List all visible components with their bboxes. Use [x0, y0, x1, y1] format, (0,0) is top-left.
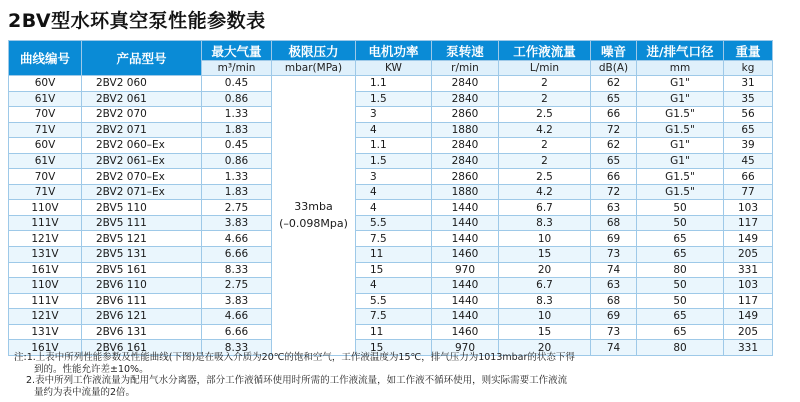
- cell-speed: 1440: [432, 200, 499, 216]
- cell-airflow: 4.66: [202, 231, 272, 247]
- cell-curve: 110V: [9, 200, 82, 216]
- table-row: [9, 278, 773, 294]
- cell-speed: 1440: [432, 231, 499, 247]
- cell-noise: 69: [591, 309, 637, 325]
- cell-noise: 68: [591, 293, 637, 309]
- cell-airflow: 6.66: [202, 324, 272, 340]
- cell-weight: 35: [724, 91, 773, 107]
- column-unit: KW: [356, 61, 432, 76]
- cell-power: 5.5: [356, 293, 432, 309]
- note-line: 到的。性能允许差±10%。: [34, 363, 149, 375]
- table-row: [9, 324, 773, 340]
- cell-port: 65: [637, 231, 724, 247]
- cell-airflow: 1.33: [202, 169, 272, 185]
- cell-airflow: 3.83: [202, 215, 272, 231]
- cell-noise: 74: [591, 262, 637, 278]
- cell-liquid: 2: [499, 76, 591, 92]
- column-header: 噪音: [591, 41, 637, 61]
- footnotes: [14, 352, 784, 398]
- cell-speed: 1460: [432, 324, 499, 340]
- cell-curve: 61V: [9, 153, 82, 169]
- cell-airflow: 4.66: [202, 309, 272, 325]
- cell-liquid: 6.7: [499, 200, 591, 216]
- cell-power: 3: [356, 107, 432, 123]
- cell-power: 5.5: [356, 215, 432, 231]
- cell-liquid: 15: [499, 247, 591, 263]
- cell-liquid: 10: [499, 231, 591, 247]
- cell-speed: 2840: [432, 91, 499, 107]
- cell-model: 2BV2 061–Ex: [82, 153, 202, 169]
- cell-liquid: 2: [499, 138, 591, 154]
- cell-weight: 103: [724, 200, 773, 216]
- cell-noise: 68: [591, 215, 637, 231]
- cell-noise: 74: [591, 340, 637, 356]
- cell-speed: 970: [432, 262, 499, 278]
- cell-model: 2BV2 060: [82, 76, 202, 92]
- cell-weight: 117: [724, 215, 773, 231]
- cell-speed: 970: [432, 340, 499, 356]
- cell-airflow: 1.33: [202, 107, 272, 123]
- table-row: [9, 138, 773, 154]
- cell-power: 11: [356, 324, 432, 340]
- column-unit: L/min: [499, 61, 591, 76]
- table-row: [9, 247, 773, 263]
- cell-power: 7.5: [356, 231, 432, 247]
- cell-port: 50: [637, 215, 724, 231]
- cell-model: 2BV2 061: [82, 91, 202, 107]
- cell-port: G1": [637, 76, 724, 92]
- cell-port: 80: [637, 340, 724, 356]
- pressure-mpa: (–0.098Mpa): [279, 217, 348, 231]
- cell-liquid: 15: [499, 324, 591, 340]
- cell-speed: 2840: [432, 138, 499, 154]
- cell-power: 3: [356, 169, 432, 185]
- cell-noise: 66: [591, 169, 637, 185]
- cell-model: 2BV2 060–Ex: [82, 138, 202, 154]
- cell-port: 65: [637, 309, 724, 325]
- cell-model: 2BV6 131: [82, 324, 202, 340]
- cell-port: 50: [637, 200, 724, 216]
- table-row: [9, 309, 773, 325]
- cell-model: 2BV6 111: [82, 293, 202, 309]
- cell-curve: 71V: [9, 184, 82, 200]
- table-row: [9, 122, 773, 138]
- cell-port: 65: [637, 324, 724, 340]
- cell-curve: 60V: [9, 76, 82, 92]
- cell-weight: 56: [724, 107, 773, 123]
- cell-liquid: 2.5: [499, 169, 591, 185]
- table-row: [9, 91, 773, 107]
- table-row: [9, 200, 773, 216]
- cell-weight: 77: [724, 184, 773, 200]
- cell-port: G1.5": [637, 107, 724, 123]
- cell-power: 15: [356, 262, 432, 278]
- cell-airflow: 8.33: [202, 340, 272, 356]
- cell-curve: 161V: [9, 262, 82, 278]
- table-row: [9, 293, 773, 309]
- cell-airflow: 3.83: [202, 293, 272, 309]
- cell-curve: 131V: [9, 324, 82, 340]
- cell-model: 2BV2 070: [82, 107, 202, 123]
- cell-power: 1.1: [356, 76, 432, 92]
- performance-table: [8, 40, 773, 356]
- cell-liquid: 20: [499, 340, 591, 356]
- note-line: 注:1.上表中所列性能参数及性能曲线(下图)是在吸入介质为20℃的饱和空气，工作液温度为15℃，排气压力为1013mbar的状态下得: [14, 352, 575, 363]
- cell-noise: 66: [591, 107, 637, 123]
- table-row: [9, 215, 773, 231]
- cell-airflow: 0.86: [202, 153, 272, 169]
- cell-port: 50: [637, 293, 724, 309]
- cell-liquid: 2.5: [499, 107, 591, 123]
- cell-power: 1.5: [356, 91, 432, 107]
- cell-model: 2BV5 161: [82, 262, 202, 278]
- cell-weight: 45: [724, 153, 773, 169]
- cell-liquid: 2: [499, 91, 591, 107]
- cell-weight: 65: [724, 122, 773, 138]
- column-header: 泵转速: [432, 41, 499, 61]
- column-header: 重量: [724, 41, 773, 61]
- cell-weight: 331: [724, 340, 773, 356]
- column-unit: kg: [724, 61, 773, 76]
- cell-weight: 205: [724, 247, 773, 263]
- cell-airflow: 0.45: [202, 138, 272, 154]
- cell-power: 7.5: [356, 309, 432, 325]
- note-line: 2.表中所列工作液流量为配用气水分离器，部分工作液循环使用时所需的工作液流量，如工作液不循环使用，则实际需要工作液流: [26, 375, 568, 386]
- cell-port: G1": [637, 91, 724, 107]
- cell-speed: 2840: [432, 76, 499, 92]
- cell-power: 1.5: [356, 153, 432, 169]
- cell-liquid: 20: [499, 262, 591, 278]
- column-header: 进/排气口径: [637, 41, 724, 61]
- cell-port: 80: [637, 262, 724, 278]
- cell-curve: 70V: [9, 107, 82, 123]
- cell-airflow: 6.66: [202, 247, 272, 263]
- cell-noise: 72: [591, 122, 637, 138]
- cell-airflow: 0.45: [202, 76, 272, 92]
- cell-power: 1.1: [356, 138, 432, 154]
- cell-speed: 2840: [432, 153, 499, 169]
- table-row: [9, 153, 773, 169]
- cell-airflow: 1.83: [202, 184, 272, 200]
- table-row: [9, 184, 773, 200]
- cell-liquid: 10: [499, 309, 591, 325]
- column-header: 工作液流量: [499, 41, 591, 61]
- cell-port: 50: [637, 278, 724, 294]
- cell-model: 2BV6 121: [82, 309, 202, 325]
- cell-curve: 60V: [9, 138, 82, 154]
- column-header: 极限压力: [272, 41, 356, 61]
- cell-noise: 65: [591, 153, 637, 169]
- column-header: 电机功率: [356, 41, 432, 61]
- cell-speed: 1460: [432, 247, 499, 263]
- cell-power: 4: [356, 122, 432, 138]
- cell-speed: 1440: [432, 215, 499, 231]
- cell-model: 2BV2 070–Ex: [82, 169, 202, 185]
- cell-speed: 1880: [432, 184, 499, 200]
- cell-speed: 1880: [432, 122, 499, 138]
- column-unit: mbar(MPa): [272, 61, 356, 76]
- cell-noise: 69: [591, 231, 637, 247]
- cell-power: 11: [356, 247, 432, 263]
- cell-curve: 161V: [9, 340, 82, 356]
- cell-model: 2BV2 071–Ex: [82, 184, 202, 200]
- cell-speed: 2860: [432, 169, 499, 185]
- cell-curve: 70V: [9, 169, 82, 185]
- ultimate-pressure-cell: [272, 76, 356, 356]
- cell-liquid: 4.2: [499, 122, 591, 138]
- cell-weight: 117: [724, 293, 773, 309]
- cell-noise: 62: [591, 138, 637, 154]
- cell-weight: 39: [724, 138, 773, 154]
- cell-port: G1.5": [637, 169, 724, 185]
- cell-noise: 65: [591, 91, 637, 107]
- cell-model: 2BV6 161: [82, 340, 202, 356]
- table-row: [9, 262, 773, 278]
- cell-model: 2BV5 110: [82, 200, 202, 216]
- column-unit: m³/min: [202, 61, 272, 76]
- column-unit: mm: [637, 61, 724, 76]
- cell-port: G1": [637, 153, 724, 169]
- cell-port: G1": [637, 138, 724, 154]
- cell-curve: 71V: [9, 122, 82, 138]
- cell-power: 4: [356, 278, 432, 294]
- cell-curve: 121V: [9, 231, 82, 247]
- cell-speed: 1440: [432, 293, 499, 309]
- cell-model: 2BV5 121: [82, 231, 202, 247]
- cell-noise: 73: [591, 324, 637, 340]
- cell-weight: 149: [724, 231, 773, 247]
- note-line: 量约为表中流量的2倍。: [34, 386, 136, 398]
- cell-model: 2BV2 071: [82, 122, 202, 138]
- cell-liquid: 8.3: [499, 293, 591, 309]
- cell-curve: 111V: [9, 215, 82, 231]
- cell-liquid: 6.7: [499, 278, 591, 294]
- cell-model: 2BV5 131: [82, 247, 202, 263]
- cell-weight: 205: [724, 324, 773, 340]
- column-unit: r/min: [432, 61, 499, 76]
- cell-airflow: 2.75: [202, 200, 272, 216]
- table-row: [9, 107, 773, 123]
- cell-airflow: 0.86: [202, 91, 272, 107]
- cell-noise: 73: [591, 247, 637, 263]
- cell-airflow: 8.33: [202, 262, 272, 278]
- cell-speed: 1440: [432, 309, 499, 325]
- cell-airflow: 1.83: [202, 122, 272, 138]
- cell-speed: 2860: [432, 107, 499, 123]
- cell-port: 65: [637, 247, 724, 263]
- cell-curve: 61V: [9, 91, 82, 107]
- cell-noise: 63: [591, 200, 637, 216]
- table-row: [9, 76, 773, 92]
- column-header: 最大气量: [202, 41, 272, 61]
- column-header: 产品型号: [82, 41, 202, 76]
- cell-noise: 63: [591, 278, 637, 294]
- pressure-mbar: 33mba: [294, 200, 333, 214]
- cell-power: 15: [356, 340, 432, 356]
- table-header-row: [9, 41, 773, 61]
- column-unit: dB(A): [591, 61, 637, 76]
- cell-weight: 149: [724, 309, 773, 325]
- cell-liquid: 4.2: [499, 184, 591, 200]
- cell-weight: 66: [724, 169, 773, 185]
- table-row: [9, 231, 773, 247]
- cell-curve: 121V: [9, 309, 82, 325]
- cell-curve: 131V: [9, 247, 82, 263]
- cell-airflow: 2.75: [202, 278, 272, 294]
- page-title: 2BV型水环真空泵性能参数表: [8, 10, 266, 32]
- cell-power: 4: [356, 184, 432, 200]
- cell-curve: 110V: [9, 278, 82, 294]
- cell-weight: 31: [724, 76, 773, 92]
- cell-curve: 111V: [9, 293, 82, 309]
- cell-liquid: 2: [499, 153, 591, 169]
- column-header: 曲线编号: [9, 41, 82, 76]
- cell-weight: 331: [724, 262, 773, 278]
- cell-power: 4: [356, 200, 432, 216]
- cell-weight: 103: [724, 278, 773, 294]
- cell-port: G1.5": [637, 184, 724, 200]
- cell-model: 2BV6 110: [82, 278, 202, 294]
- cell-speed: 1440: [432, 278, 499, 294]
- cell-port: G1.5": [637, 122, 724, 138]
- cell-noise: 62: [591, 76, 637, 92]
- cell-noise: 72: [591, 184, 637, 200]
- cell-liquid: 8.3: [499, 215, 591, 231]
- table-row: [9, 169, 773, 185]
- cell-model: 2BV5 111: [82, 215, 202, 231]
